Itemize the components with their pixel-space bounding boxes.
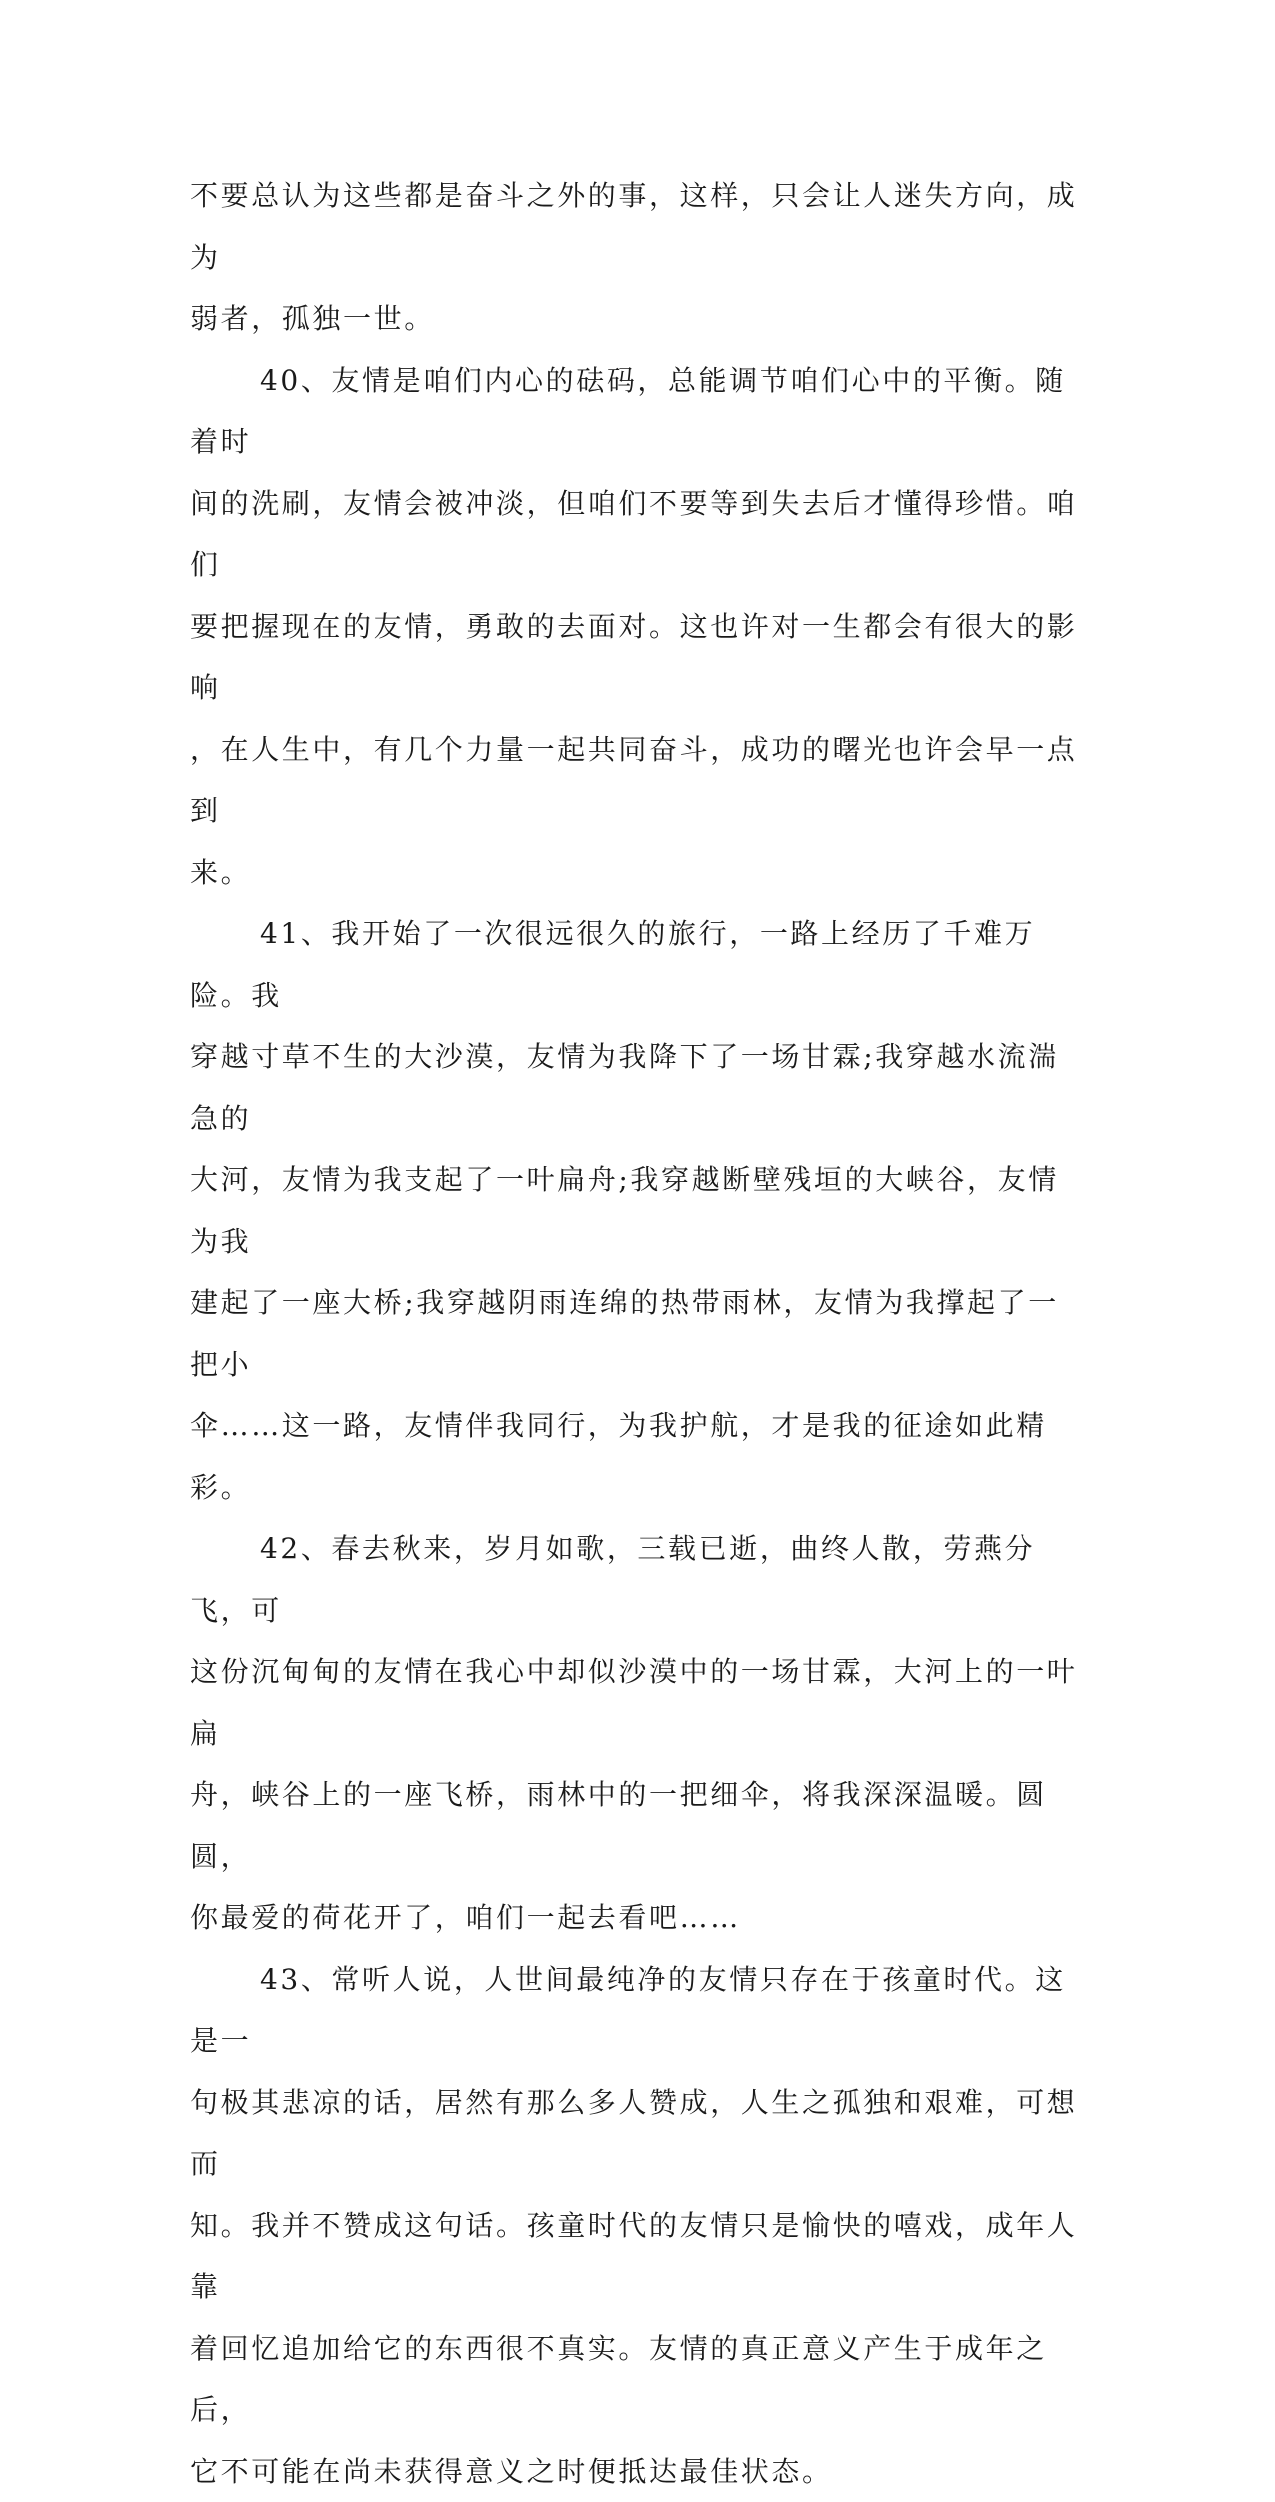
paragraph-42: 42、春去秋来，岁月如歌，三载已逝，曲终人散，劳燕分飞，可 这份沉甸甸的友情在我心中却似沙漠中的一场甘霖，大河上的一叶扁 舟，峡谷上的一座飞桥，雨林中的一把细伞，将我深深温暖。圆圆， 你最爱的荷花开了，咱们一起去看吧…… [190,1518,1080,1949]
paragraph-43: 43、常听人说，人世间最纯净的友情只存在于孩童时代。这是一 句极其悲凉的话，居然有那么多人赞成，人生之孤独和艰难，可想而 知。我并不赞成这句话。孩童时代的友情只是愉快的嘻戏，成年人靠 着回忆追加给它的东西很不真实。友情的真正意义产生于成年之后， 它不可能在尚未获得意义之时便抵达最佳状态。 [190,1949,1080,2502]
paragraph-41: 41、我开始了一次很远很久的旅行，一路上经历了千难万险。我 穿越寸草不生的大沙漠，友情为我降下了一场甘霖;我穿越水流湍急的 大河，友情为我支起了一叶扁舟;我穿越断壁残垣的大峡谷，友情为我 建起了一座大桥;我穿越阴雨连绵的热带雨林，友情为我撑起了一把小 伞……这一路，友情伴我同行，为我护航，才是我的征途如此精彩。 [190,903,1080,1518]
document-body [190,165,1080,2502]
paragraph-continuation: 不要总认为这些都是奋斗之外的事，这样，只会让人迷失方向，成为 弱者，孤独一世。 [190,165,1080,350]
paragraph-40: 40、友情是咱们内心的砝码，总能调节咱们心中的平衡。随着时 间的洗刷，友情会被冲淡，但咱们不要等到失去后才懂得珍惜。咱们 要把握现在的友情，勇敢的去面对。这也许对一生都会有很大的影响 ，在人生中，有几个力量一起共同奋斗，成功的曙光也许会早一点到 来。 [190,350,1080,904]
